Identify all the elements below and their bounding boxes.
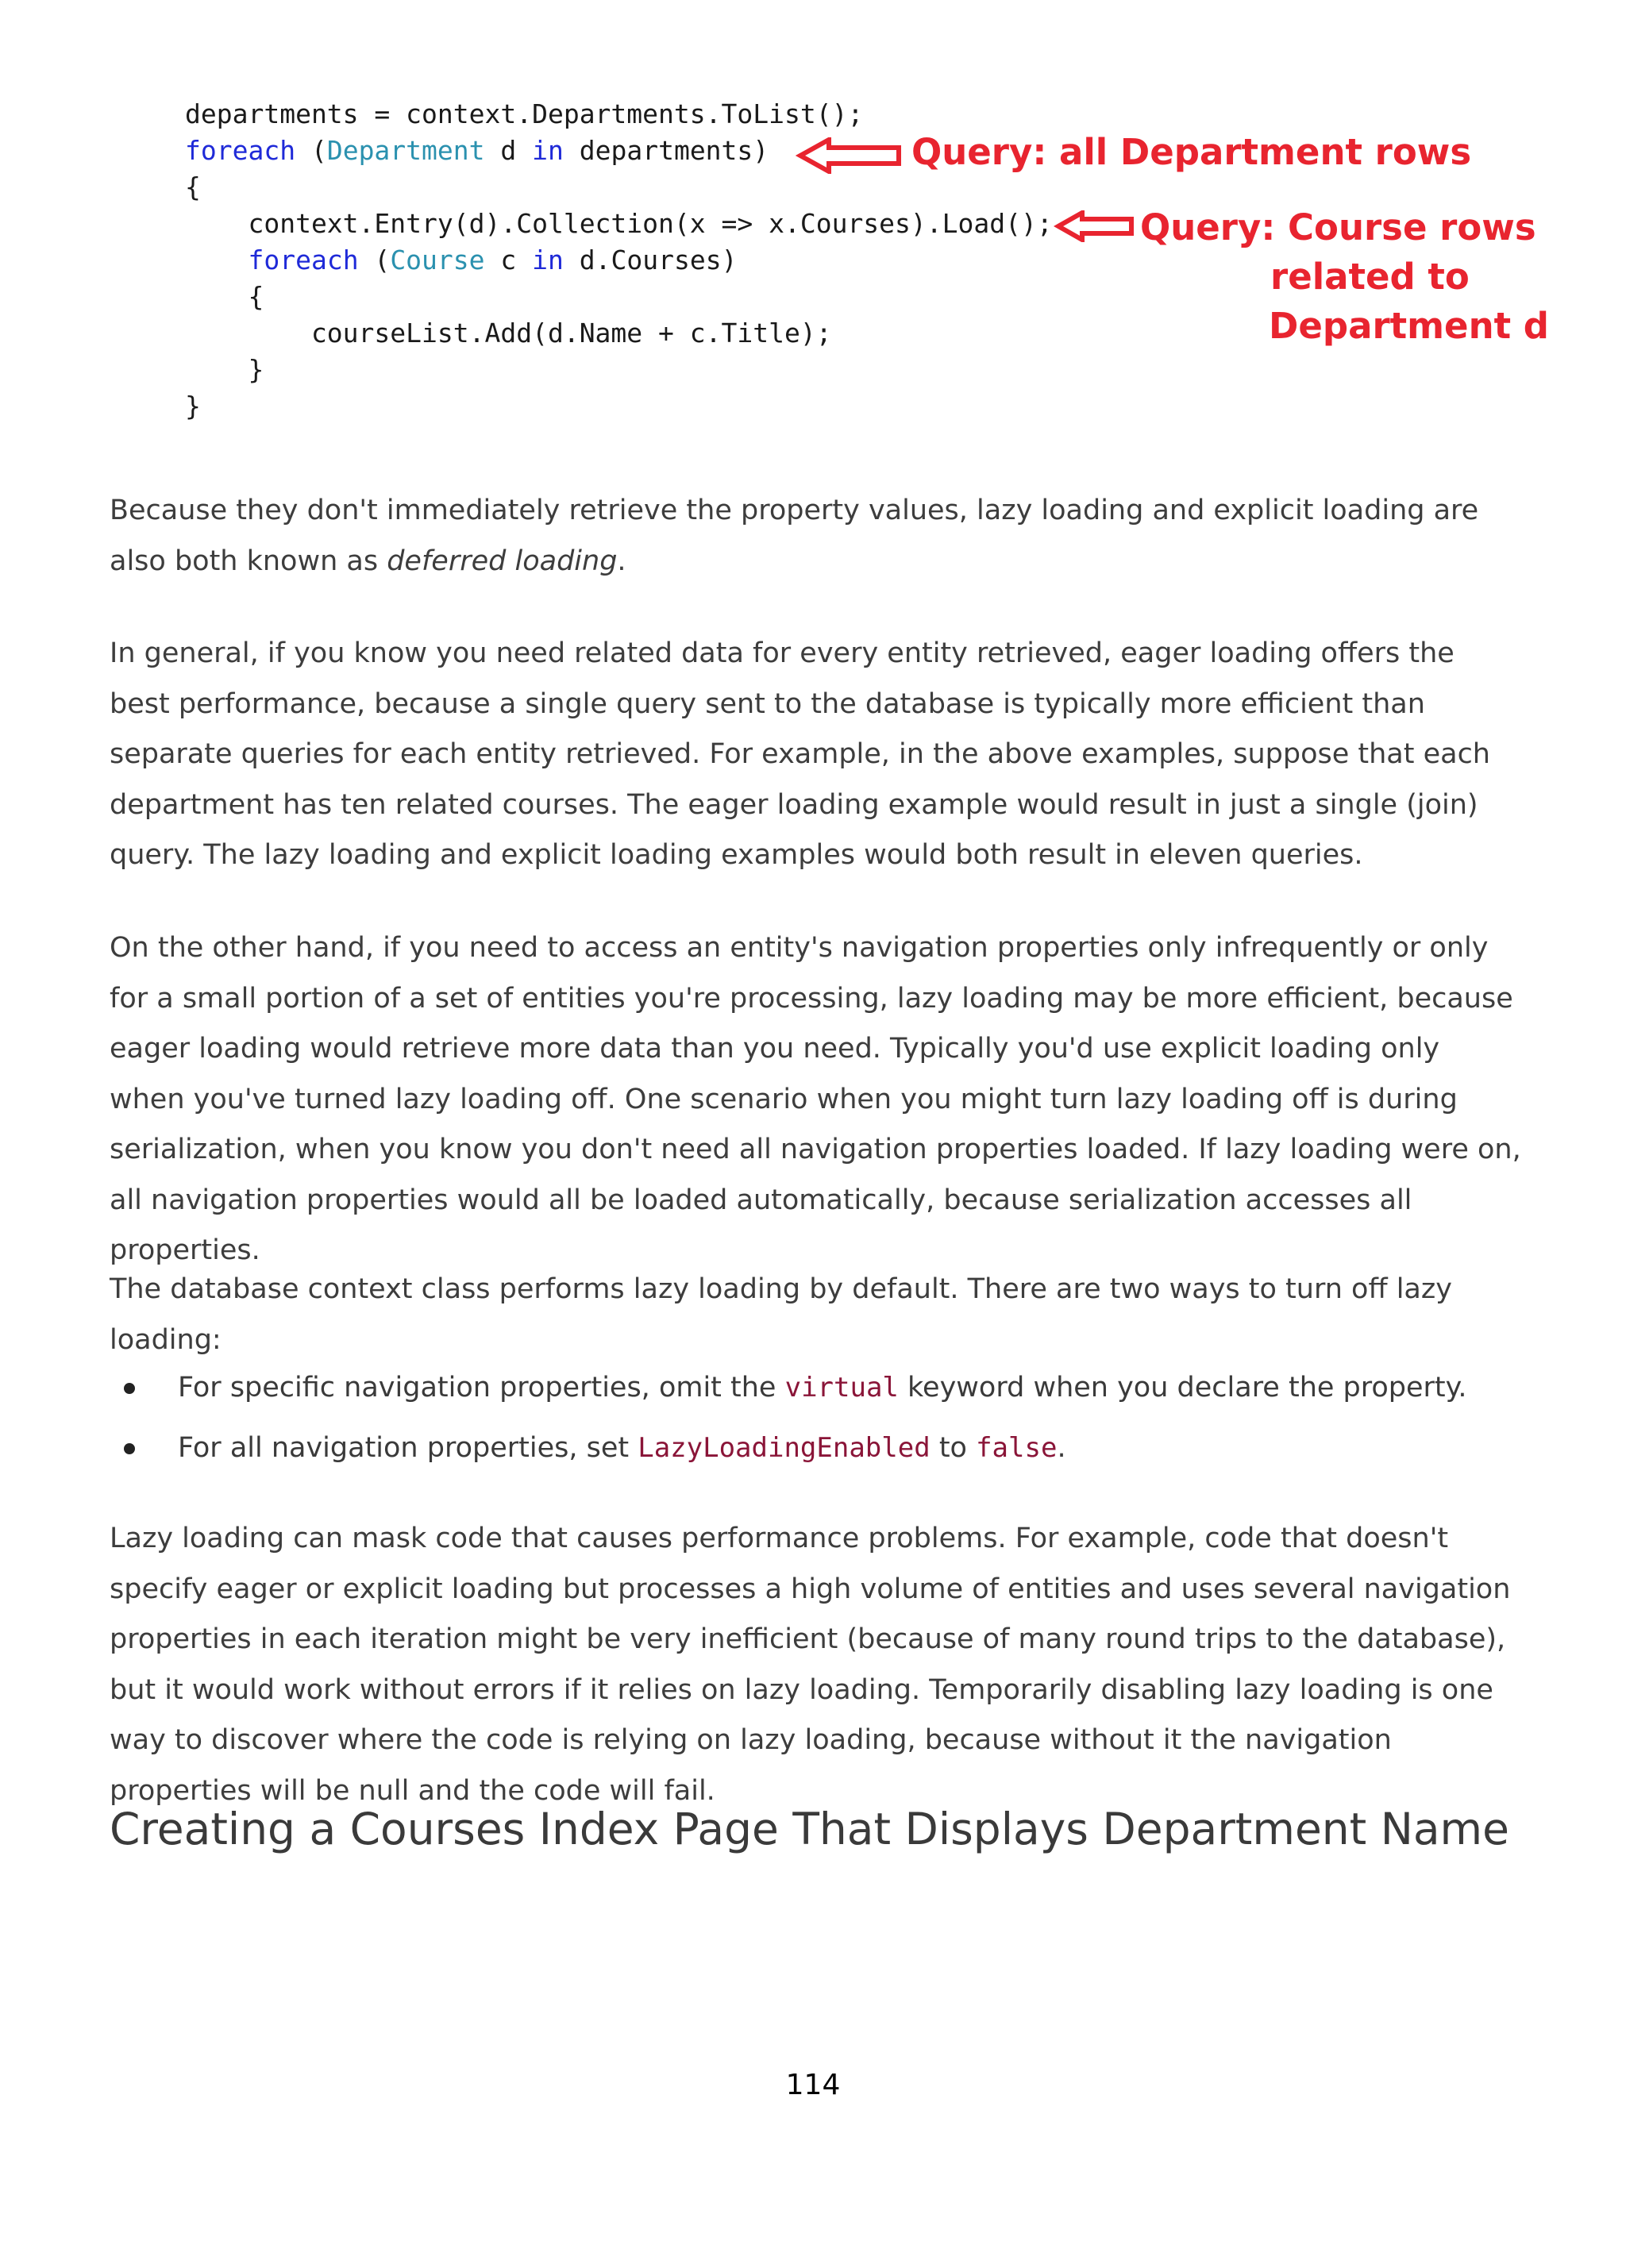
code-keyword: in: [532, 245, 564, 275]
code-line: [185, 318, 832, 348]
code-token: (: [295, 135, 327, 166]
code-token: courseList.Add(d.Name + c.Title);: [185, 318, 832, 348]
bullet-list: [110, 1357, 1523, 1478]
code-line: [185, 354, 264, 385]
code-line: [185, 391, 201, 422]
list-item: For specific navigation properties, omit the virtual keyword when you declare the property.: [110, 1357, 1523, 1418]
paragraph-eager-loading: In general, if you know you need related data for every entity retrieved, eager loading offers the best performance, because a single query sent to the database is typically more efficient than separate queries for each entity retrieved. For example, in the above examples, suppose that each department has ten related courses. The eager loading example would result in just a single (join) query. The lazy loading and explicit loading examples would both result in eleven queries.: [110, 637, 1490, 871]
code-line: [185, 281, 264, 312]
page-number: 114: [785, 2069, 841, 2101]
code-token: {: [185, 281, 264, 312]
code-token: departments = context.Departments.ToList();: [185, 98, 864, 129]
code-token: d: [484, 135, 533, 166]
section-heading: Creating a Courses Index Page That Displays Department Name: [110, 1804, 1509, 1854]
code-token: (: [358, 245, 391, 275]
code-figure: [0, 0, 1626, 445]
code-line: [185, 245, 737, 275]
emphasis-deferred-loading: deferred loading: [387, 545, 618, 577]
code-type: Department: [326, 135, 485, 166]
list-item: For all navigation properties, set LazyLoadingEnabled to false.: [110, 1418, 1523, 1478]
inline-code-virtual: virtual: [784, 1372, 899, 1404]
code-token: }: [185, 354, 264, 385]
code-line: [185, 208, 1053, 239]
code-keyword: foreach: [248, 245, 359, 275]
annotation-all-department-rows: Query: all Department rows: [911, 131, 1472, 173]
code-token: context.Entry(d).Collection(x => x.Courses).Load();: [185, 208, 1053, 239]
left-arrow-icon: [1054, 210, 1136, 242]
annotation-course-rows-line-3: Department d: [1269, 305, 1549, 347]
paragraph-deferred-loading: Because they don't immediately retrieve the property values, lazy loading and explicit loading are also both known as deferred loading.: [110, 495, 1479, 577]
code-type: Course: [390, 245, 485, 275]
code-token: d.Courses): [563, 245, 738, 275]
code-token: [185, 245, 248, 275]
annotation-course-rows-line-2: related to: [1270, 256, 1470, 298]
code-line: [185, 135, 769, 166]
code-token: {: [185, 171, 201, 202]
paragraph-lazy-loading: On the other hand, if you need to access an entity's navigation properties only infrequently or only for a small portion of a set of entities you're processing, lazy loading may be more efficient, because eager loading would retrieve more data than you need. Typically you'd use explicit loading only when you've turned lazy loading off. One scenario when you might turn lazy loading off is during serialization, when you know you don't need all navigation properties loaded. If lazy loading were on, all navigation properties would all be loaded automatically, because serialization accesses all properties.: [110, 932, 1521, 1266]
code-line: [185, 98, 863, 129]
left-arrow-icon: [794, 137, 905, 174]
bullet-icon: [124, 1383, 135, 1394]
bullet-icon: [124, 1443, 135, 1454]
paragraph-context-default: The database context class performs lazy loading by default. There are two ways to turn off lazy loading:: [110, 1273, 1452, 1356]
code-token: c: [484, 245, 533, 275]
code-token: departments): [563, 135, 769, 166]
inline-code-lazyloadingenabled: LazyLoadingEnabled: [638, 1432, 931, 1464]
code-token: }: [185, 391, 201, 422]
code-keyword: in: [532, 135, 564, 166]
code-keyword: foreach: [185, 135, 296, 166]
code-line: [185, 171, 201, 202]
annotation-course-rows-line-1: Query: Course rows: [1140, 206, 1536, 248]
inline-code-false: false: [976, 1432, 1058, 1464]
paragraph-mask-problems: Lazy loading can mask code that causes performance problems. For example, code that doesn't specify eager or explicit loading but processes a high volume of entities and uses several navigation properties in each iteration might be very inefficient (because of many round trips to the database), but it would work without errors if it relies on lazy loading. Temporarily disabling lazy loading is one way to discover where the code is relying on lazy loading, because without it the navigation properties will be null and the code will fail.: [110, 1523, 1511, 1807]
